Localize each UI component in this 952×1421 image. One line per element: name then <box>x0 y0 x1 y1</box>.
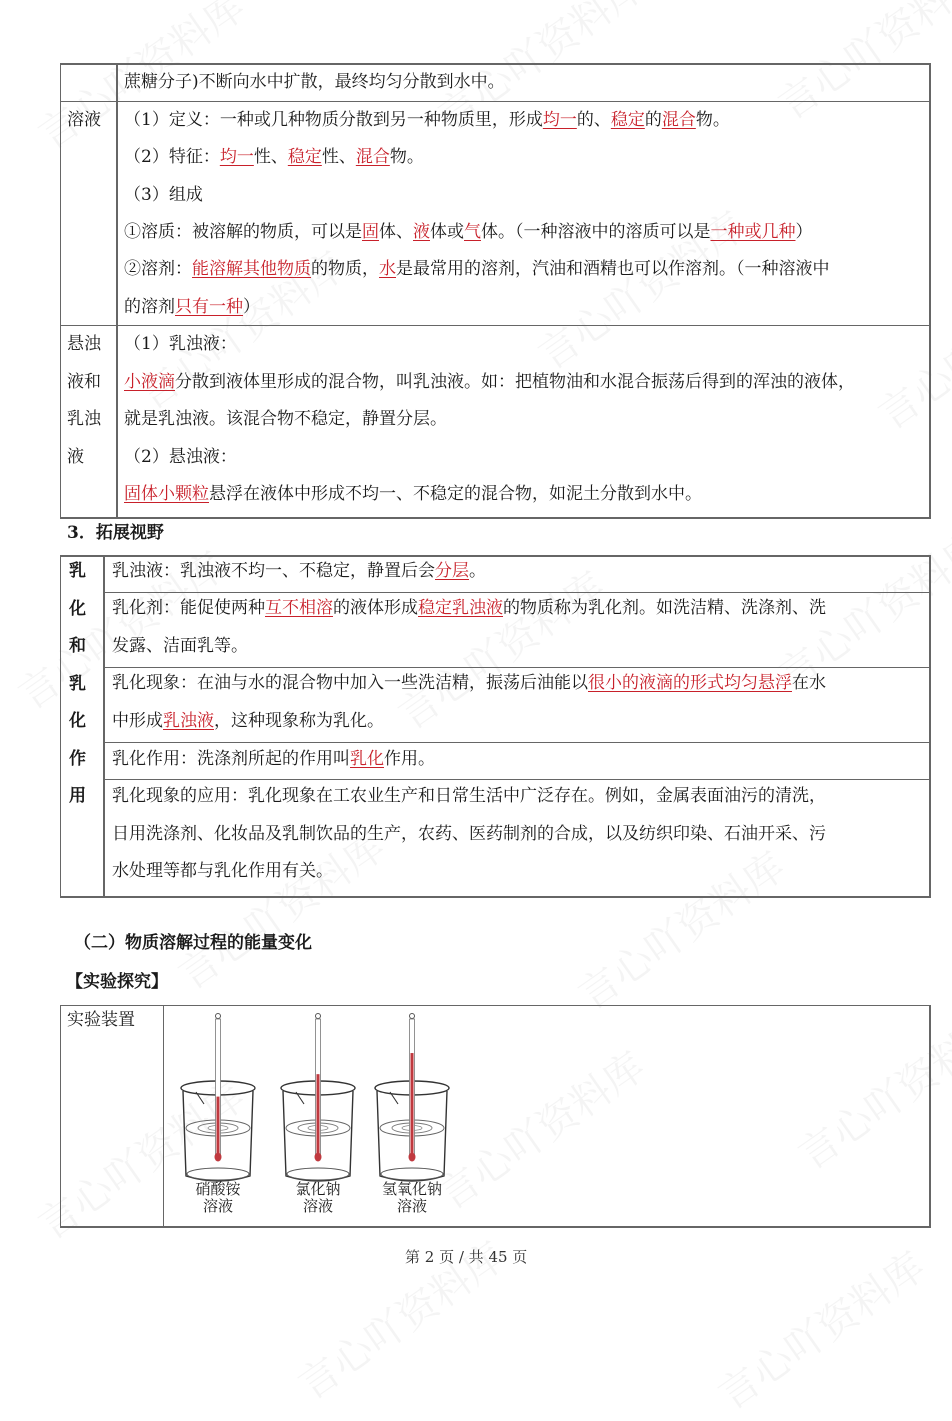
page-number: 第 2 页 / 共 45 页 <box>405 1248 528 1266</box>
key-term: 只有一种 <box>175 296 243 317</box>
key-term: 气 <box>464 221 481 242</box>
table-border <box>60 896 931 898</box>
text-run: 体、 <box>379 221 413 242</box>
key-term: 均一 <box>219 147 254 168</box>
text-run: 中形成 <box>112 710 163 731</box>
beaker-label: 硝酸铵 溶液 <box>195 1180 241 1215</box>
subheading-experiment: 【实验探究】 <box>66 972 168 992</box>
text-run: 乳浊液：乳浊液不均一、不稳定，静置后会 <box>112 561 435 581</box>
table-border <box>929 63 931 518</box>
suspension-line <box>124 484 702 504</box>
table-border <box>104 592 931 593</box>
suspension-line <box>124 334 237 354</box>
row-label-char: 和 <box>69 636 86 656</box>
emulsification-line <box>112 598 826 618</box>
text-run: 水处理等都与乳化作用有关。 <box>112 861 333 881</box>
watermark-text <box>385 556 614 740</box>
key-term: 分层 <box>435 561 469 581</box>
key-term: 混合 <box>355 147 390 168</box>
key-term: 混合 <box>661 110 696 130</box>
key-term: 固体小颗粒 <box>124 484 209 504</box>
beaker-figure <box>165 1006 465 1226</box>
section-heading-extended-view: 3．拓展视野 <box>67 523 164 543</box>
table-border <box>60 555 931 557</box>
section-heading-energy-change: （二）物质溶解过程的能量变化 <box>74 933 312 953</box>
table-border <box>60 1005 61 1228</box>
key-term: 一种或几种 <box>710 221 796 242</box>
suspension-line <box>124 372 855 392</box>
text-run: ） <box>243 296 260 317</box>
key-term: 稳定 <box>287 147 322 168</box>
text-run: （1）乳浊液： <box>124 334 237 354</box>
table-border <box>163 1005 164 1228</box>
beaker-label: 氯化钠 溶液 <box>295 1180 341 1215</box>
text-run: 性、 <box>253 147 288 168</box>
text-run: 日用洗涤剂、化妆品及乳制饮品的生产，农药、医药制剂的合成，以及纺织印染、石油开采、污 <box>112 823 826 844</box>
emulsification-line <box>112 861 333 881</box>
solution-line <box>124 259 830 279</box>
row-label-char: 乳 <box>69 673 86 694</box>
table-border <box>104 667 931 668</box>
row-label-char: 作 <box>69 748 86 769</box>
suspension-line <box>124 409 447 429</box>
text-run: 分散到液体里形成的混合物，叫乳浊液。如：把植物油和水混合振荡后得到的浑浊的液体， <box>175 371 855 392</box>
text-run: （1）定义：一种或几种物质分散到另一种物质里，形成 <box>124 110 543 130</box>
emulsification-line <box>112 749 435 769</box>
key-term: 乳浊液 <box>163 710 214 731</box>
solution-line <box>124 297 260 317</box>
text-run: 在水 <box>792 673 826 693</box>
table-border <box>60 63 931 65</box>
text-run: 的溶剂 <box>124 296 175 317</box>
text-run: 是最常用的溶剂，汽油和酒精也可以作溶剂。（一种溶液中 <box>396 259 830 280</box>
table-border <box>103 555 105 898</box>
row-label-apparatus: 实验装置 <box>67 1010 135 1030</box>
row-label-char: 乳 <box>69 561 86 581</box>
key-term: 水 <box>379 259 396 280</box>
key-term: 互不相溶 <box>265 598 333 618</box>
key-term: 液 <box>413 221 430 242</box>
text-run: ②溶剂： <box>124 259 192 280</box>
row-label-char: 化 <box>69 598 86 619</box>
table-border <box>60 517 931 519</box>
text-run: （2）悬浊液： <box>124 446 237 467</box>
text-run: 体或 <box>430 221 464 242</box>
key-term: 固 <box>362 221 379 242</box>
text-run: 乳化作用：洗涤剂所起的作用叫 <box>112 749 350 769</box>
table-border <box>104 779 931 780</box>
text-run: 发露、洁面乳等。 <box>112 635 248 656</box>
watermark-text <box>165 816 394 1000</box>
text-run: 乳化剂：能促使两种 <box>112 598 265 618</box>
text-run: 乳化现象的应用：乳化现象在工农业生产和日常生活中广泛存在。例如，金属表面油污的清洗， <box>112 786 826 806</box>
solution-line <box>124 185 203 205</box>
table-border <box>60 101 931 102</box>
solution-line <box>124 110 730 130</box>
text-run: 的液体形成 <box>333 598 418 618</box>
table-border <box>929 555 931 898</box>
row-label-line: 乳浊 <box>67 409 101 429</box>
watermark-text <box>785 996 952 1180</box>
text-run: 的 <box>644 110 662 130</box>
text-run: 就是乳浊液。该混合物不稳定，静置分层。 <box>124 409 447 429</box>
text-run: ①溶质：被溶解的物质，可以是 <box>124 221 362 242</box>
table-border <box>60 325 931 326</box>
table-border <box>60 555 61 898</box>
table-border <box>116 63 118 518</box>
text-run: （3）组成 <box>124 184 203 205</box>
text-run: 悬浮在液体中形成不均一、不稳定的混合物，如泥土分散到水中。 <box>209 484 702 504</box>
text-run: 性、 <box>321 147 356 168</box>
text-run: ） <box>795 221 813 242</box>
key-term: 能溶解其他物质 <box>192 259 311 280</box>
row-label-char: 化 <box>69 711 86 731</box>
text-run: 的物质， <box>311 259 379 280</box>
table-border <box>60 63 61 518</box>
watermark-text <box>765 0 952 131</box>
text-run: （2）特征： <box>124 147 220 168</box>
key-term: 小液滴 <box>124 371 175 392</box>
beaker-label: 氢氧化钠 溶液 <box>381 1180 442 1215</box>
text-run: 物。 <box>389 147 424 168</box>
emulsification-line <box>112 561 486 581</box>
emulsification-line <box>112 673 826 693</box>
row-label-char: 用 <box>69 786 86 806</box>
solution-line <box>124 222 813 242</box>
table-border <box>104 742 931 743</box>
key-term: 稳定乳浊液 <box>418 598 503 618</box>
emulsification-line <box>112 824 826 844</box>
key-term: 稳定 <box>610 110 645 130</box>
text-run: 物。 <box>695 110 730 130</box>
row0-content: 蔗糖分子)不断向水中扩散，最终均匀分散到水中。 <box>124 72 505 92</box>
key-term: 乳化 <box>350 749 384 769</box>
watermark-text <box>705 1236 934 1420</box>
text-run: 的物质称为乳化剂。如洗洁精、洗涤剂、洗 <box>503 598 826 618</box>
text-run: 。 <box>469 561 486 581</box>
row-label-line: 液 <box>67 446 84 467</box>
text-run: 体。（一种溶液中的溶质可以是 <box>481 221 711 242</box>
text-run: 作用。 <box>384 749 435 769</box>
text-run: ，这种现象称为乳化。 <box>214 710 384 731</box>
emulsification-line <box>112 711 384 731</box>
table-border <box>60 1226 931 1228</box>
table-border <box>929 1005 931 1228</box>
watermark-text <box>565 836 794 1020</box>
suspension-line <box>124 447 237 467</box>
key-term: 很小的液滴的形式均匀悬浮 <box>588 673 792 693</box>
key-term: 均一 <box>542 110 577 130</box>
text-run: 乳化现象：在油与水的混合物中加入一些洗洁精，振荡后油能以 <box>112 673 588 693</box>
watermark-text <box>865 256 952 440</box>
emulsification-line <box>112 636 248 656</box>
solution-line <box>124 147 424 167</box>
emulsification-line <box>112 786 826 806</box>
row-label-solution: 溶液 <box>67 110 101 130</box>
text-run: 的、 <box>576 110 611 130</box>
row-label-line: 液和 <box>67 371 101 392</box>
row-label-line: 悬浊 <box>67 334 101 354</box>
